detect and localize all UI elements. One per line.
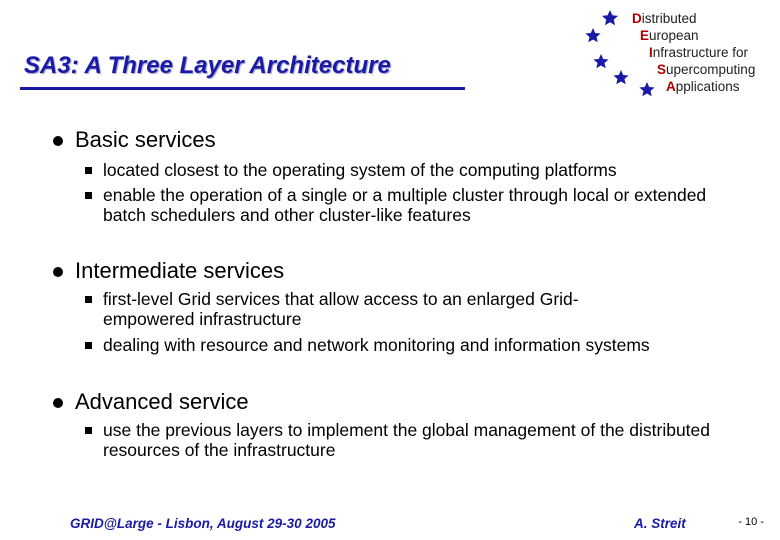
deisa-logo [580, 6, 780, 98]
section-3-item-1: use the previous layers to implement the global management of the distributed resources of the infrastructure [103, 420, 711, 460]
logo-star [613, 70, 628, 84]
footer-event: GRID@Large - Lisbon, August 29-30 2005 [70, 516, 336, 531]
logo-line-5: Applications [666, 79, 740, 94]
footer-author: A. Streit [634, 516, 686, 531]
section-2-item-2: dealing with resource and network monitoring and information systems [103, 335, 650, 355]
logo-star [602, 10, 618, 25]
bullet-square-icon [85, 192, 92, 199]
bullet-dot-icon [53, 267, 63, 277]
page-number: - 10 - [738, 516, 764, 528]
logo-line-1: Distributed [632, 11, 697, 26]
logo-line-4: Supercomputing [657, 62, 756, 77]
bullet-square-icon [85, 427, 92, 434]
logo-line-2: European [640, 28, 699, 43]
title-underline [20, 87, 465, 90]
section-heading-intermediate: Intermediate services [75, 258, 285, 283]
section-heading-advanced: Advanced service [75, 389, 249, 414]
section-heading-basic: Basic services [75, 127, 216, 152]
bullet-square-icon [85, 296, 92, 303]
bullet-square-icon [85, 167, 92, 174]
bullet-dot-icon [53, 136, 63, 146]
logo-star [639, 82, 654, 96]
section-1-item-2: enable the operation of a single or a multiple cluster through local or extended batch schedulers and other cluster-like features [103, 185, 707, 225]
slide-title: SA3: A Three Layer Architecture [24, 52, 391, 79]
section-2-item-1: first-level Grid services that allow access to an enlarged Grid-empowered infrastructure [103, 289, 579, 329]
bullet-square-icon [85, 342, 92, 349]
logo-star [593, 54, 608, 68]
section-1-item-1: located closest to the operating system of the computing platforms [103, 160, 617, 180]
logo-star [585, 28, 600, 42]
logo-line-3: Infrastructure for [649, 45, 749, 60]
bullet-dot-icon [53, 398, 63, 408]
